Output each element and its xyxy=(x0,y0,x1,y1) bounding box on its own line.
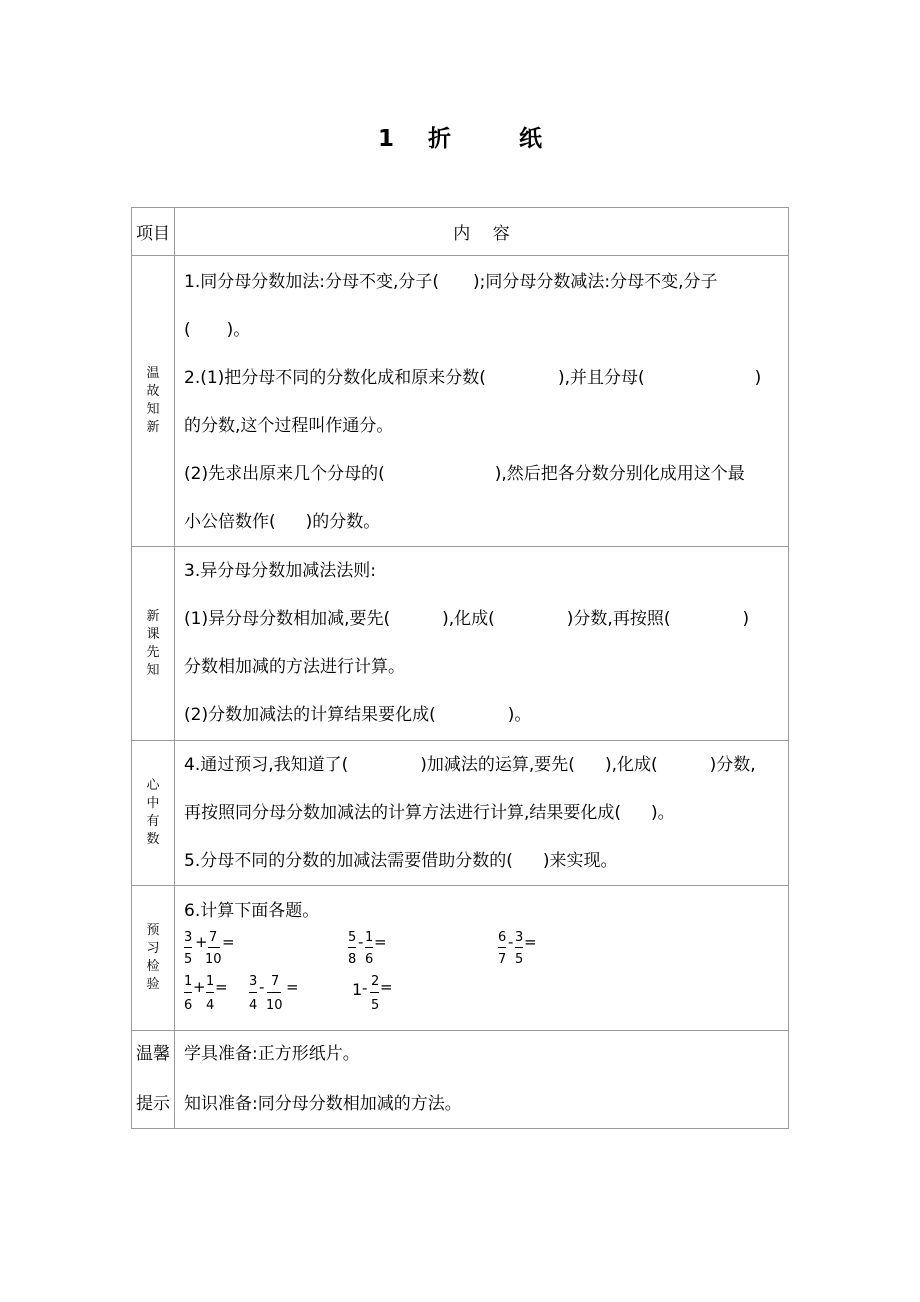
header-item: 项目 xyxy=(132,208,175,256)
q2-line-1: 2.(1)把分母不同的分数化成和原来分数( ),并且分母( ) xyxy=(184,368,762,388)
section-label-review: 温故知新 xyxy=(146,366,160,435)
tips-label-1: 温馨 xyxy=(136,1044,170,1064)
tips-line-2: 知识准备:同分母分数相加减的方法。 xyxy=(184,1094,462,1114)
section-tips xyxy=(132,1031,789,1129)
section-label-preview: 新课先知 xyxy=(146,608,160,678)
worksheet-table xyxy=(131,207,789,1129)
section-test xyxy=(132,886,789,1031)
q1-line-2: ( )。 xyxy=(184,320,251,340)
title-char-1: 折 xyxy=(428,126,451,152)
q3-line-1: 3.异分母分数加减法法则: xyxy=(184,561,376,581)
tips-line-1: 学具准备:正方形纸片。 xyxy=(184,1044,360,1064)
q2-line-2: 的分数,这个过程叫作通分。 xyxy=(184,416,394,436)
header-row xyxy=(132,208,789,256)
calc-problems: 3 + 7 = 5 10 5 - 1 = 8 6 6 - 3 = 7 5 1 + 1 = 6 4 3 - 7 = 4 10 1 - 2 = 5 xyxy=(184,930,537,1013)
q3-line-2: (1)异分母分数相加减,要先( ),化成( )分数,再按照( ) xyxy=(184,609,750,629)
section-preview xyxy=(132,547,789,741)
q4-line-2: 再按照同分母分数加减法的计算方法进行计算,结果要化成( )。 xyxy=(184,803,675,823)
section-mind xyxy=(132,741,789,886)
page-title xyxy=(0,120,920,153)
q2-line-4: 小公倍数作( )的分数。 xyxy=(184,512,381,532)
section-label-test: 预习检验 xyxy=(146,923,160,992)
title-number: 1 xyxy=(377,126,394,152)
header-content: 内 容 xyxy=(175,208,789,256)
q3-line-3: 分数相加减的方法进行计算。 xyxy=(184,657,405,677)
q5-line: 5.分母不同的分数的加减法需要借助分数的( )来实现。 xyxy=(184,851,618,871)
q3-line-4: (2)分数加减法的计算结果要化成( )。 xyxy=(184,705,532,725)
title-char-2: 纸 xyxy=(519,126,543,152)
q4-line-1: 4.通过预习,我知道了( )加减法的运算,要先( ),化成( )分数, xyxy=(184,755,756,775)
section-review xyxy=(132,256,789,547)
tips-label-2: 提示 xyxy=(136,1094,170,1114)
q2-line-3: (2)先求出原来几个分母的( ),然后把各分数分别化成用这个最 xyxy=(184,464,745,484)
q1-line-1: 1.同分母分数加法:分母不变,分子( );同分母分数减法:分母不变,分子 xyxy=(184,272,718,292)
q6-line: 6.计算下面各题。 xyxy=(184,901,320,921)
section-label-mind: 心中有数 xyxy=(146,778,160,847)
